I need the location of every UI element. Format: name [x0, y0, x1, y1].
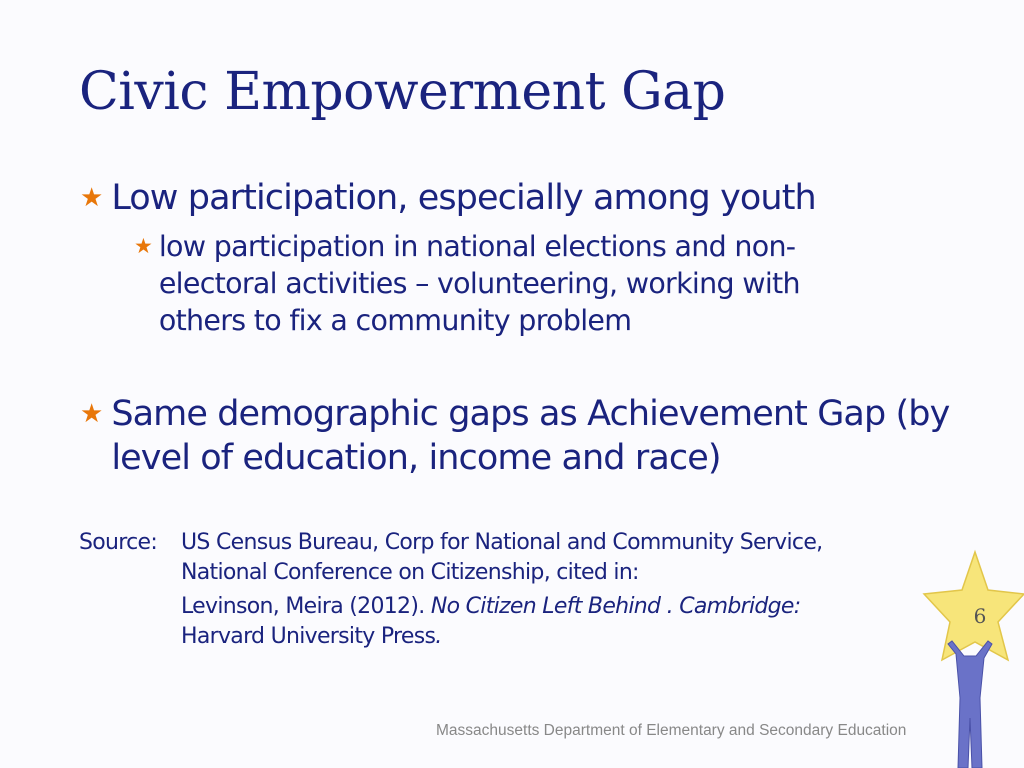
orange-star-icon: ★: [80, 399, 104, 429]
page-number: 6: [973, 604, 987, 628]
source-line: National Conference on Citizenship, cited in:: [181, 560, 639, 585]
source-body: [181, 528, 961, 652]
bullet-text: Low participation, especially among youth: [111, 178, 816, 218]
citation-period: .: [435, 624, 442, 649]
bullet-demographic-gaps: [80, 392, 960, 480]
orange-star-icon: ★: [134, 234, 153, 258]
sub-bullet-low-participation: [134, 228, 894, 339]
person-holding-star-icon: [918, 548, 1024, 768]
logo-figure: [948, 641, 992, 768]
slide-title: Civic Empowerment Gap: [79, 62, 726, 122]
sub-bullet-text: low participation in national elections and non-electoral activities – volunteering, working with others to fix a community problem: [158, 230, 800, 337]
footer-text: Massachusetts Department of Elementary and Secondary Education: [436, 722, 907, 739]
source-label: Source:: [79, 530, 158, 555]
orange-star-icon: ★: [80, 183, 104, 213]
source-line: US Census Bureau, Corp for National and Community Service,: [181, 530, 823, 555]
citation-line: [181, 622, 961, 652]
citation-publisher: Harvard University Press: [181, 624, 436, 649]
citation-line: [181, 592, 961, 622]
bullet-text: Same demographic gaps as Achievement Gap (by level of education, income and race): [111, 394, 950, 478]
citation-author: Levinson, Meira (2012).: [181, 594, 431, 619]
citation-book-title: No Citizen Left Behind . Cambridge:: [430, 594, 801, 619]
bullet-low-participation: [80, 176, 960, 220]
